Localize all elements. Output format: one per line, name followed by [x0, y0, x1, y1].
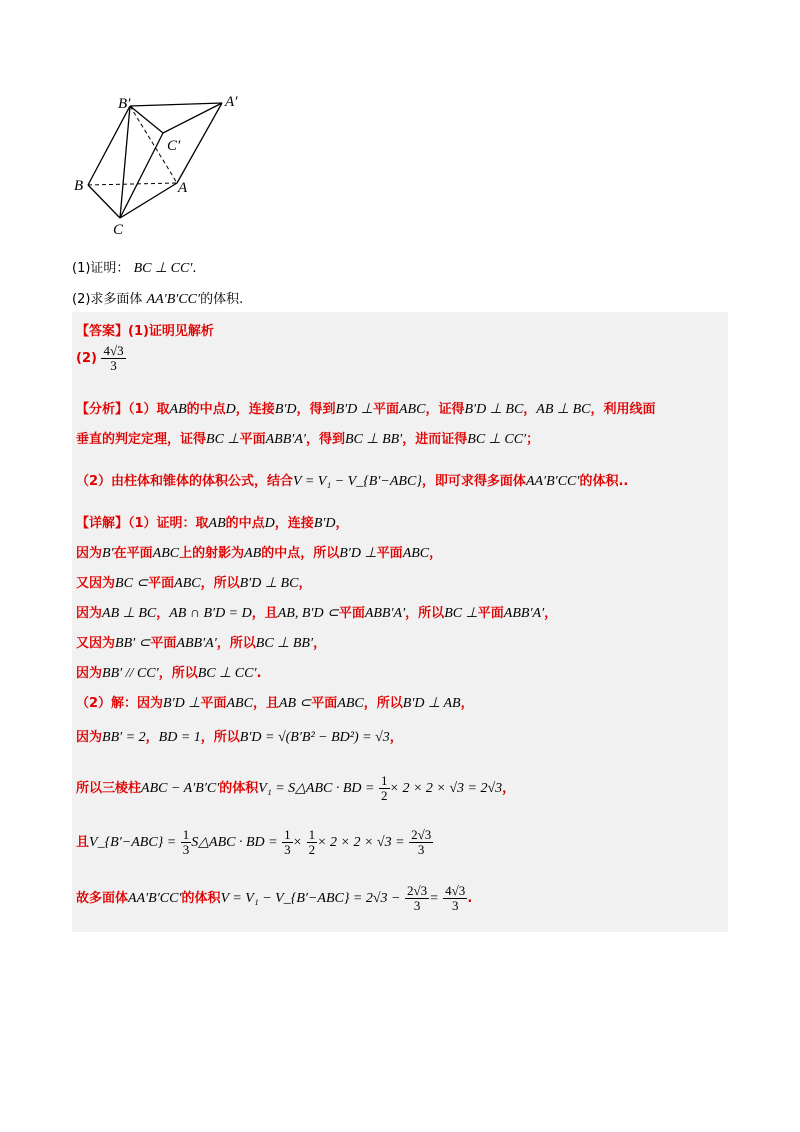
vertex-label-Bp: B′	[118, 96, 131, 112]
fraction: $\frac{1}{2}$	[308, 827, 316, 857]
analysis-line-2: 垂直的判定定理，证得BC ⊥平面ABB′A′，得到BC ⊥ BB′，进而证得BC ⊥ CC′；	[76, 432, 540, 447]
detail-line-3: 又因为BC ⊂平面ABC，所以B′D ⊥ BC，	[76, 576, 312, 591]
detail-line-2: 因为B′在平面ABC上的射影为AB的中点，所以B′D ⊥平面ABC，	[76, 546, 443, 561]
fraction: $\frac{2√3}{3}$	[407, 883, 428, 913]
fraction: $\frac{1}{3}$	[182, 827, 190, 857]
detail-line-7: （2）解：因为B′D ⊥平面ABC，且AB ⊂平面ABC，所以B′D ⊥ AB，	[76, 696, 474, 711]
edge-B-C	[88, 185, 120, 218]
analysis-line-3: （2）由柱体和锥体的体积公式，结合V = V₁ − V_{B′−ABC}，即可求得多面体AA′B′CC′的体积..	[76, 474, 629, 489]
detail-line-10: 且V_{B′−ABC} = $\frac{1}{3}$ S△ABC · BD = $\frac{1}{3}$ × $\frac{1}{2}$ × 2 × 2 × √3 = $\frac{2√3}{3}$	[76, 827, 432, 857]
answer-line: 【答案】(1)证明见解析	[76, 324, 214, 339]
fraction: $\frac{4√3}{3}$	[445, 883, 466, 913]
answer-box	[72, 312, 728, 932]
detail-line-4: 因为AB ⊥ BC，AB ∩ B′D = D，且AB, B′D ⊂平面ABB′A′，所以BC ⊥平面ABB′A′，	[76, 606, 558, 621]
vertex-label-A: A	[178, 180, 188, 196]
fraction: $\frac{4√3}{3}$	[103, 343, 124, 373]
fraction: $\frac{1}{3}$	[284, 827, 291, 857]
detail-line-11: 故多面体AA′B′CC′的体积V = V₁ − V_{B′−ABC} = 2√3 − $\frac{2√3}{3}$ = $\frac{4√3}{3}$ .	[76, 883, 473, 913]
fraction: $\frac{1}{2}$	[381, 773, 388, 803]
vertex-label-C: C	[113, 222, 124, 238]
vertex-label-Ap: A′	[225, 94, 238, 110]
edge-B-A-hidden	[88, 183, 177, 185]
prism-figure	[70, 88, 270, 248]
vertex-label-Cp: C′	[167, 138, 181, 154]
answer-part2-value: (2) $\frac{4√3}{3}$	[76, 343, 124, 373]
question-2: (2)求多面体 AA′B′CC′的体积.	[72, 292, 244, 307]
prism-diagram	[70, 88, 270, 248]
vertex-label-B: B	[74, 178, 84, 194]
detail-line-5: 又因为BB′ ⊂平面ABB′A′，所以BC ⊥ BB′，	[76, 636, 327, 651]
edge-Bp-Ap	[130, 103, 222, 106]
detail-line-9: 所以三棱柱ABC − A′B′C′的体积V₁ = S△ABC · BD = $\frac{1}{2}$ × 2 × 2 × √3 = 2√3，	[76, 773, 516, 803]
analysis-line-1: 【分析】（1）取AB的中点D，连接B′D，得到B′D ⊥平面ABC，证得B′D ⊥ BC，AB ⊥ BC，利用线面	[76, 402, 656, 417]
fraction: $\frac{2√3}{3}$	[411, 827, 432, 857]
detail-line-1: 【详解】（1）证明：取AB的中点D，连接B′D，	[76, 516, 349, 531]
detail-line-6: 因为BB′ // CC′，所以BC ⊥ CC′.	[76, 666, 262, 681]
detail-line-8: 因为BB′ = 2，BD = 1，所以B′D = √(B′B² − BD²) = √3，	[76, 730, 403, 745]
question-1: (1)证明： BC ⊥ CC′.	[72, 261, 197, 276]
edge-Bp-Cp	[130, 106, 163, 133]
